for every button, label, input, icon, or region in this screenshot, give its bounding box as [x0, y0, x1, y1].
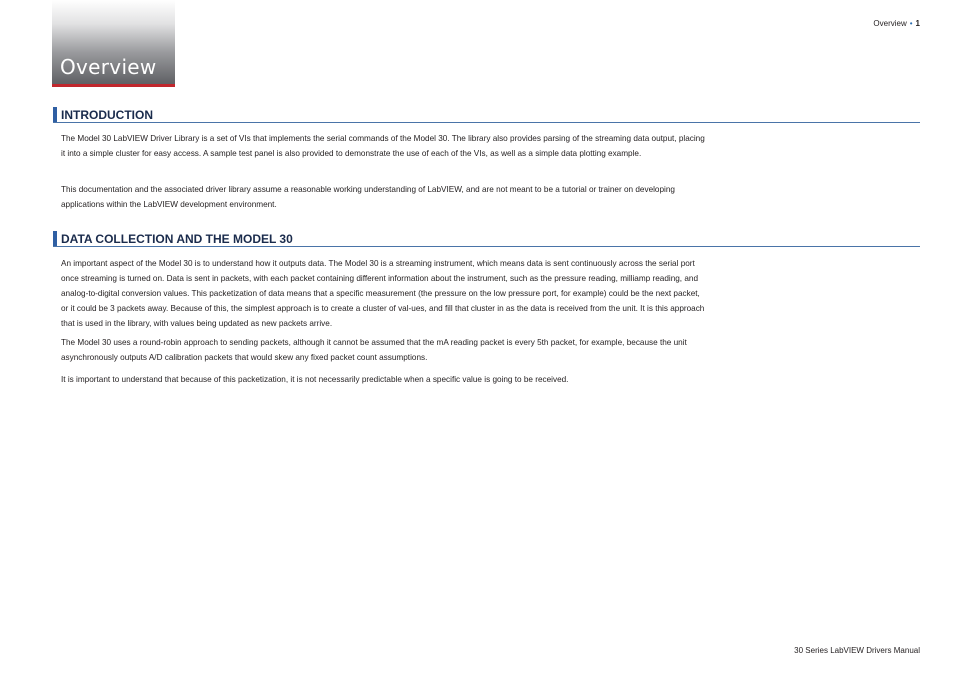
- heading-text: DATA COLLECTION AND THE MODEL 30: [61, 232, 293, 246]
- paragraph: The Model 30 LabVIEW Driver Library is a set of VIs that implements the serial commands of the Model 30. The library also provides parsing of the streaming data output, placing it into a simple cluster for easy access. A sample test panel is also provided to demonstrate the use of each of the VIs, as well as a simple data plotting example.: [61, 134, 705, 159]
- paragraph: This documentation and the associated driver library assume a reasonable working understanding of LabVIEW, and are not meant to be a tutorial or trainer on developing applications within the LabVIEW development environment.: [61, 185, 675, 210]
- page-title: Overview: [60, 55, 157, 79]
- heading-accent-bar: [53, 231, 57, 246]
- section-heading-introduction: [53, 107, 920, 123]
- paragraph: The Model 30 uses a round-robin approach to sending packets, although it cannot be assumed that the mA reading packet is every 5th packet, for example, because the unit asynchronously outputs A/D calibration packets that would skew any fixed packet count assumptions.: [61, 338, 687, 363]
- footer-manual-title: 30 Series LabVIEW Drivers Manual: [794, 646, 920, 655]
- section-heading-data-collection: [53, 231, 920, 247]
- bullet-separator: •: [909, 19, 913, 28]
- running-header: [873, 19, 920, 28]
- heading-accent-bar: [53, 107, 57, 122]
- section-title-tab: [52, 0, 175, 87]
- paragraph: An important aspect of the Model 30 is to understand how it outputs data. The Model 30 is a streaming instrument, which means data is sent continuously across the serial port once streaming is turned on. Data is sent in packets, with each packet containing different information about the instrument, such as the pressure reading, milliamp reading, and analog-to-digital conversion values. This packetization of data means that a specific measurement (the pressure on the low pressure port, for example) could be the next packet, or it could be 3 packets away. Because of this, the simplest approach is to create a cluster of val-ues, and fill that cluster in as the data is received from the unit. It is this approach that is used in the library, with values being updated as new packets arrive.: [61, 259, 705, 329]
- heading-text: INTRODUCTION: [61, 108, 153, 122]
- page-number: 1: [915, 19, 920, 28]
- paragraph: It is important to understand that because of this packetization, it is not necessarily predictable when a specific value is going to be received.: [61, 375, 569, 384]
- running-header-section: Overview: [873, 19, 907, 28]
